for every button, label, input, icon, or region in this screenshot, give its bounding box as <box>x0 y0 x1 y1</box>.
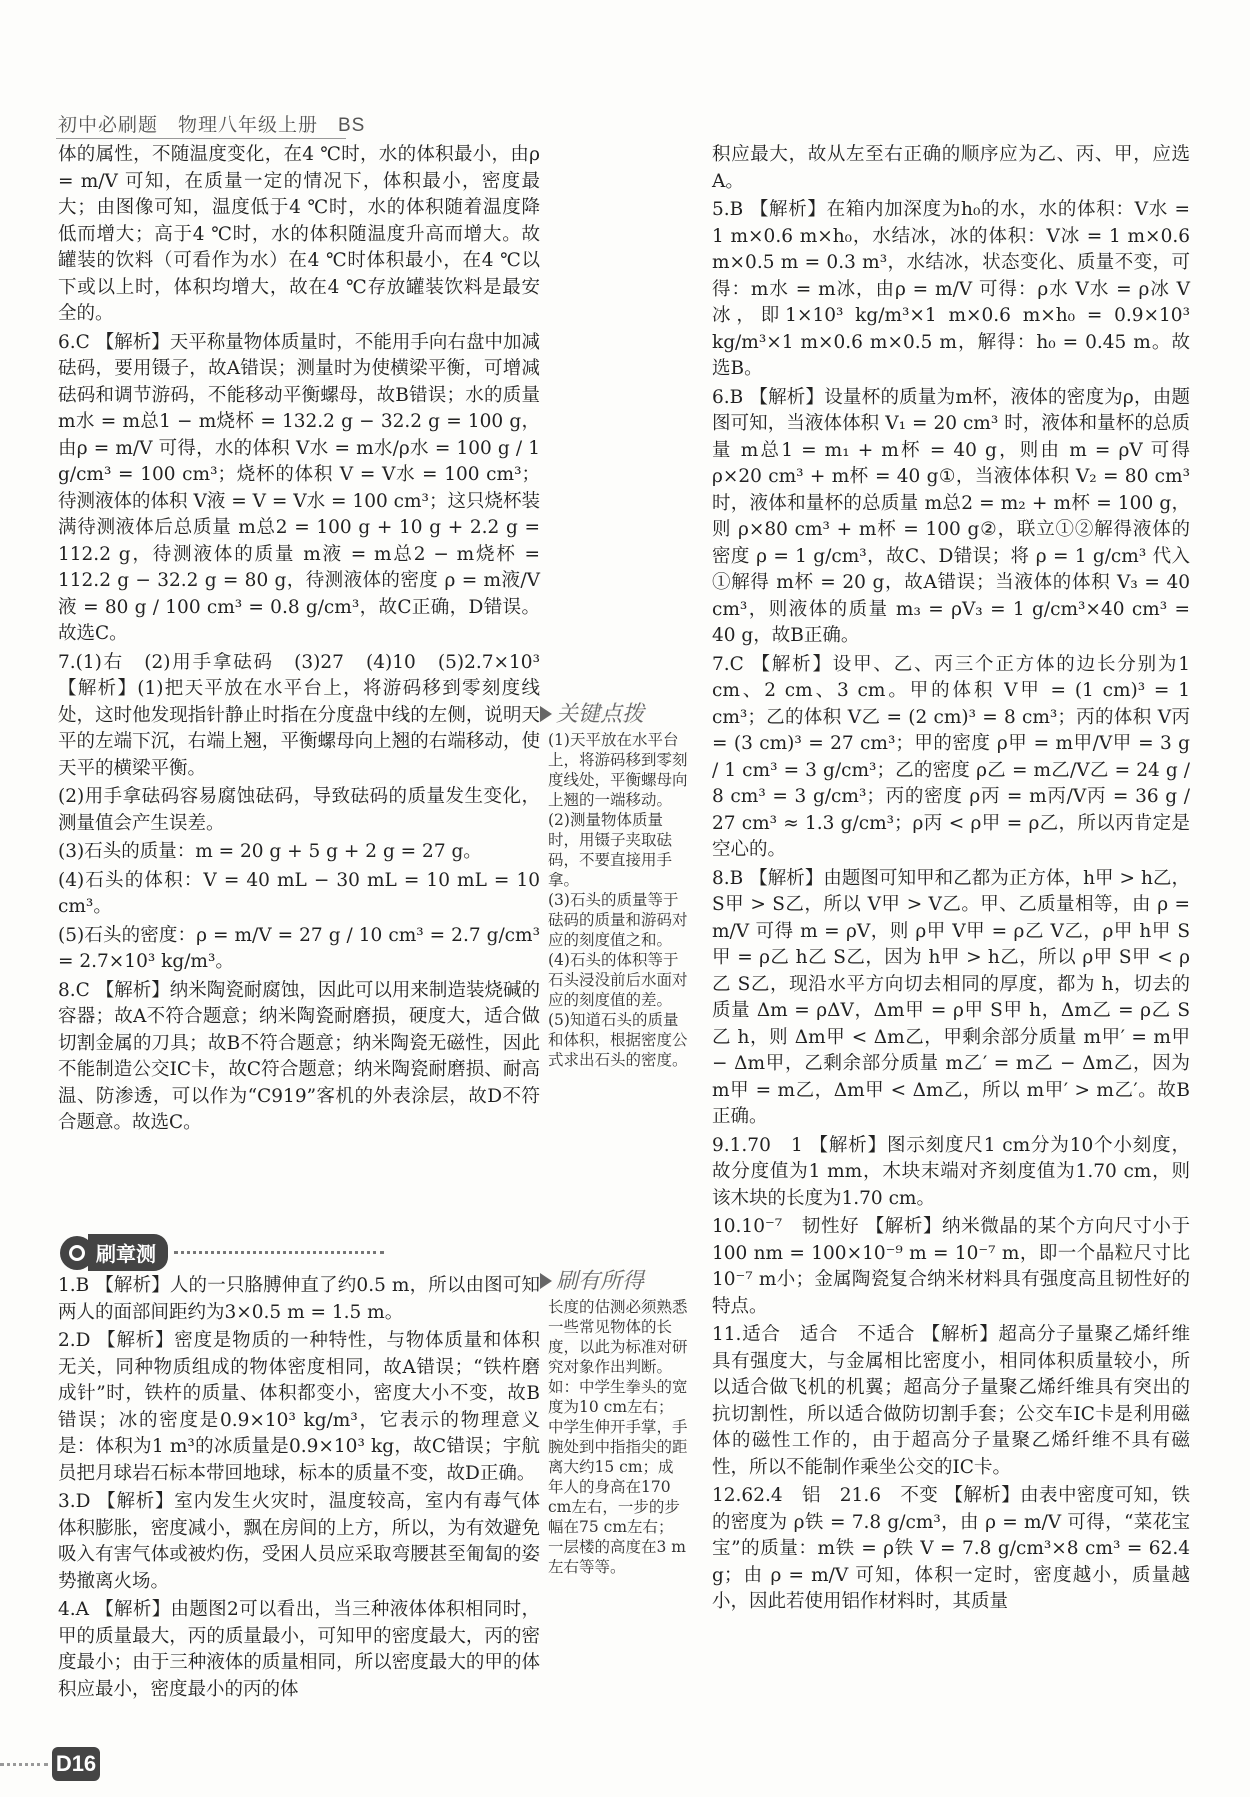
side-note-title <box>540 1268 688 1293</box>
paragraph: 12.62.4 铝 21.6 不变 【解析】由表中密度可知，铁的密度为 ρ铁 = 7.8 g/cm³，由 ρ = m/V 可得，“菜花宝宝”的质量：m铁 = ρ铁 V = 7.8 g/cm³×8 cm³ = 62.4 g；由 ρ = m/V 可知，体积一定时，密度越小，质量越小，因此若使用铝作材料时，其质量 <box>712 1485 1190 1612</box>
side-note-item: (2)测量物体质量时，用镊子夹取砝码，不要直接用手拿。 <box>548 811 673 889</box>
side-note-item: (3)石头的质量等于砝码的质量和游码对应的刻度值之和。 <box>548 891 688 949</box>
paragraph: 4.A 【解析】由题图2可以看出，当三种液体体积相同时，甲的质量最大，丙的质量最小，可知甲的密度最大，丙的密度最小；由于三种液体的质量相同，所以密度最大的甲的体积应最小，密度最小的丙的体 <box>58 1599 540 1700</box>
paragraph: (3)石头的质量：m = 20 g + 5 g + 2 g = 27 g。 <box>58 841 482 862</box>
left-column <box>58 142 540 1139</box>
footer-divider <box>0 1763 48 1766</box>
left-column-chapter-test <box>58 1273 540 1705</box>
side-note-title <box>540 701 688 726</box>
right-column <box>712 142 1190 1618</box>
paragraph: 7.C 【解析】设甲、乙、丙三个正方体的边长分别为1 cm、2 cm、3 cm。甲的体积 V甲 = (1 cm)³ = 1 cm³；乙的体积 V乙 = (2 cm)³ = 8 cm³；丙的体积 V丙 = (3 cm)³ = 27 cm³；甲的密度 ρ甲 = m甲/V甲 = 3 g / 1 cm³ = 3 g/cm³；乙的密度 ρ乙 = m乙/V乙 = 24 g / 8 cm³ = 3 g/cm³；丙的密度 ρ丙 = m丙/V丙 = 36 g / 27 cm³ ≈ 1.3 g/cm³；ρ丙 < ρ甲 = ρ乙，所以丙肯定是空心的。 <box>712 653 1190 860</box>
paragraph: 体的属性，不随温度变化，在4 ℃时，水的体积最小，由ρ = m/V 可知，在质量一定的情况下，体积最小，密度最大；由图像可知，温度低于4 ℃时，水的体积随着温度降低而增大；高于4 ℃时，水的体积随温度升高而增大。故罐装的饮料（可看作为水）在4 ℃时体积最小，在4 ℃以下或以上时，体积均增大，故在4 ℃存放罐装饮料是最安全的。 <box>58 144 540 324</box>
paragraph: (4)石头的体积：V = 40 mL − 30 mL = 10 mL = 10 cm³。 <box>58 869 540 917</box>
side-note-key-points <box>548 701 688 1070</box>
paragraph: 9.1.70 1 【解析】图示刻度尺1 cm分为10个小刻度，故分度值为1 mm，木块末端对齐刻度值为1.70 cm，则该木块的长度为1.70 cm。 <box>712 1134 1190 1209</box>
page-number: D16 <box>52 1747 100 1781</box>
paragraph: 5.B 【解析】在箱内加深度为h₀的水，水的体积：V水 = 1 m×0.6 m×h₀，水结冰，冰的体积：V冰 = 1 m×0.6 m×0.5 m = 0.3 m³，水结冰，状态变化、质量不变，可得：m水 = m冰，由ρ = m/V 可得：ρ水 V水 = ρ冰 V冰，即1×10³ kg/m³×1 m×0.6 m×h₀ = 0.9×10³ kg/m³×1 m×0.6 m×0.5 m，解得：h₀ = 0.45 m。故选B。 <box>712 199 1190 379</box>
section-divider <box>174 1251 384 1254</box>
paragraph: 6.C 【解析】天平称量物体质量时，不能用手向右盘中加减砝码，要用镊子，故A错误；测量时为使横梁平衡，可增减砝码和调节游码，不能移动平衡螺母，故B错误；水的质量 m水 = m总1 − m烧杯 = 132.2 g − 32.2 g = 100 g，由ρ = m/V 可得，水的体积 V水 = m水/ρ水 = 100 g / 1 g/cm³ = 100 cm³；烧杯的体积 V = V水 = 100 cm³；待测液体的体积 V液 = V = V水 = 100 cm³；这只烧杯装满待测液体后总质量 m总2 = 100 g + 10 g + 2.2 g = 112.2 g，待测液体的质量 m液 = m总2 − m烧杯 = 112.2 g − 32.2 g = 80 g，待测液体的密度 ρ = m液/V液 = 80 g / 100 cm³ = 0.8 g/cm³，故C正确，D错误。故选C。 <box>58 331 540 644</box>
side-note-takeaways <box>548 1268 688 1577</box>
side-note-item: (5)知道石头的质量和体积，根据密度公式求出石头的密度。 <box>548 1011 688 1069</box>
paragraph: 11.适合 适合 不适合 【解析】超高分子量聚乙烯纤维具有强度大，与金属相比密度小，相同体积质量较小，所以适合做飞机的机翼；超高分子量聚乙烯纤维具有突出的抗切割性，所以适合做防切割手套；公交车IC卡是利用磁体的磁性工作的，由于超高分子量聚乙烯纤维不具有磁性，所以不能制作乘坐公交的IC卡。 <box>712 1324 1190 1478</box>
section-badge <box>60 1234 384 1271</box>
side-note-text: 长度的估测必须熟悉一些常见物体的长度，以此为标准对研究对象作出判断。如：中学生拳头的宽度为10 cm左右；中学生伸开手掌，手腕处到中指指尖的距离大约15 cm；成年人的身高在170 cm左右，一步的步幅在75 cm左右；一层楼的高度在3 m左右等等。 <box>548 1298 688 1576</box>
paragraph: 3.D 【解析】室内发生火灾时，温度较高，室内有毒气体体积膨胀，密度减小，飘在房间的上方，所以，为有效避免吸入有害气体或被灼伤，受困人员应采取弯腰甚至匍匐的姿势撤离火场。 <box>58 1491 540 1592</box>
header-divider <box>56 138 346 139</box>
triangle-icon <box>540 706 552 722</box>
target-icon <box>60 1236 94 1270</box>
triangle-icon <box>540 1273 552 1289</box>
paragraph: 10.10⁻⁷ 韧性好 【解析】纳米微晶的某个方向尺寸小于100 nm = 100×10⁻⁹ m = 10⁻⁷ m，即一个晶粒尺寸比10⁻⁷ m小；金属陶瓷复合纳米材料具有强度高且韧性好的特点。 <box>712 1216 1190 1317</box>
paragraph: 2.D 【解析】密度是物质的一种特性，与物体质量和体积无关，同种物质组成的物体密度相同，故A错误；“铁杵磨成针”时，铁杵的质量、体积都变小，密度大小不变，故B错误；冰的密度是0.9×10³ kg/m³，它表示的物理意义是：体积为1 m³的冰质量是0.9×10³ kg，故C错误；宇航员把月球岩石标本带回地球，标本的质量不变，故D正确。 <box>58 1330 540 1484</box>
paragraph: 积应最大，故从左至右正确的顺序应为乙、丙、甲，应选A。 <box>712 144 1190 192</box>
paragraph: (2)用手拿砝码容易腐蚀砝码，导致砝码的质量发生变化，测量值会产生误差。 <box>58 786 540 834</box>
paragraph: 7.(1)右 (2)用手拿砝码 (3)27 (4)10 (5)2.7×10³ 【解析】(1)把天平放在水平台上，将游码移到零刻度线处，这时他发现指针静止时指在分度盘中线的左侧，说明天平的左端下沉，右端上翘，平衡螺母向上翘的右端移动，使天平的横梁平衡。 <box>58 651 540 779</box>
paragraph: (5)石头的密度：ρ = m/V = 27 g / 10 cm³ = 2.7 g/cm³ = 2.7×10³ kg/m³。 <box>58 924 540 972</box>
side-note-title-text: 关键点拨 <box>556 701 645 726</box>
side-note-title-text: 刷有所得 <box>556 1268 645 1293</box>
side-note-item: (1)天平放在水平台上，将游码移到零刻度线处，平衡螺母向上翘的一端移动。 <box>548 731 688 809</box>
section-label: 刷章测 <box>88 1234 168 1271</box>
page-header: 初中必刷题 物理八年级上册 BS <box>58 115 366 136</box>
side-note-item: (4)石头的体积等于石头浸没前后水面对应的刻度值的差。 <box>548 951 688 1009</box>
paragraph: 6.B 【解析】设量杯的质量为m杯，液体的密度为ρ，由题图可知，当液体体积 V₁ = 20 cm³ 时，液体和量杯的总质量 m总1 = m₁ + m杯 = 40 g，则由 m = ρV 可得 ρ×20 cm³ + m杯 = 40 g①，当液体体积 V₂ = 80 cm³ 时，液体和量杯的总质量 m总2 = m₂ + m杯 = 100 g，则 ρ×80 cm³ + m杯 = 100 g②，联立①②解得液体的密度 ρ = 1 g/cm³，故C、D错误；将 ρ = 1 g/cm³ 代入①解得 m杯 = 20 g，故A错误；当液体的体积 V₃ = 40 cm³，则液体的质量 m₃ = ρV₃ = 1 g/cm³×40 cm³ = 40 g，故B正确。 <box>712 386 1190 646</box>
paragraph: 8.C 【解析】纳米陶瓷耐腐蚀，因此可以用来制造装烧碱的容器；故A不符合题意；纳米陶瓷耐磨损，硬度大，适合做切割金属的刀具；故B不符合题意；纳米陶瓷无磁性，因此不能制造公交IC卡，故C符合题意；纳米陶瓷耐磨损、耐高温、防渗透，可以作为“C919”客机的外表涂层，故D不符合题意。故选C。 <box>58 979 540 1133</box>
paragraph: 8.B 【解析】由题图可知甲和乙都为正方体，h甲 > h乙，S甲 > S乙，所以 V甲 > V乙。甲、乙质量相等，由 ρ = m/V 可得 m = ρV，则 ρ甲 V甲 = ρ乙 V乙，ρ甲 h甲 S甲 = ρ乙 h乙 S乙，因为 h甲 > h乙，所以 ρ甲 S甲 < ρ乙 S乙，现沿水平方向切去相同的厚度，都为 h，切去的质量 Δm = ρΔV，Δm甲 = ρ甲 S甲 h，Δm乙 = ρ乙 S乙 h，则 Δm甲 < Δm乙，甲剩余部分质量 m甲′ = m甲 − Δm甲，乙剩余部分质量 m乙′ = m乙 − Δm乙，因为 m甲 = m乙，Δm甲 < Δm乙，所以 m甲′ > m乙′。故B正确。 <box>712 867 1190 1127</box>
paragraph: 1.B 【解析】人的一只胳膊伸直了约0.5 m，所以由图可知两人的面部间距约为3×0.5 m = 1.5 m。 <box>58 1275 540 1323</box>
